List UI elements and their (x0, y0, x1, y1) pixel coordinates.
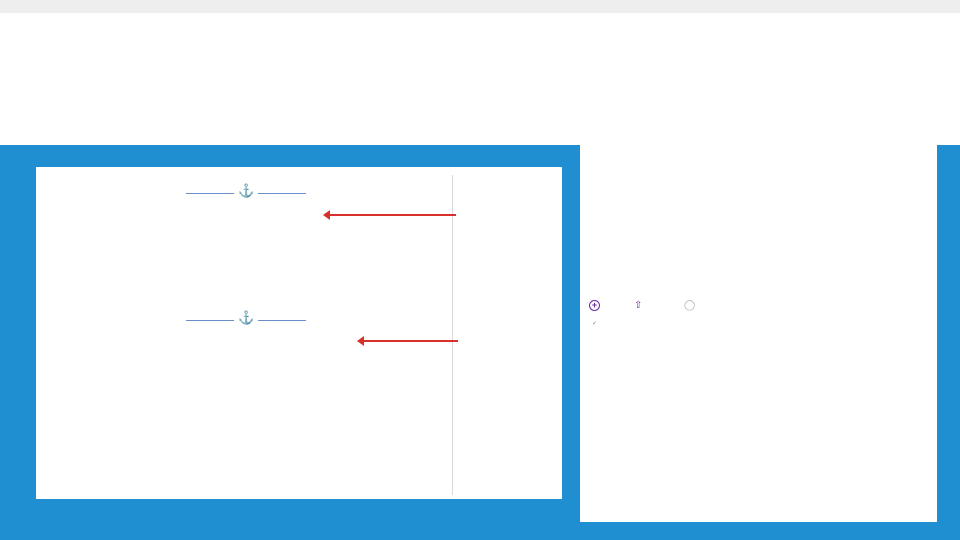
left-screenshot (36, 167, 562, 499)
annotation-arrow (328, 214, 456, 216)
plus-icon: + (589, 300, 600, 311)
top-bar (0, 0, 960, 13)
new-button[interactable] (589, 298, 603, 312)
column-divider (452, 175, 453, 495)
process-key (198, 461, 438, 467)
section-divider (186, 312, 316, 326)
section-divider (186, 185, 316, 199)
share-icon: ◯ (684, 299, 696, 311)
check-column-icon[interactable]: ✓ (592, 321, 598, 327)
right-screenshot (580, 118, 937, 522)
annotation-arrow (362, 340, 458, 342)
upload-button[interactable] (634, 298, 645, 312)
upload-icon: ⇧ (634, 299, 643, 311)
anchor-icon: ⚓ (238, 310, 255, 325)
share-button[interactable] (684, 298, 698, 312)
anchor-icon: ⚓ (238, 183, 255, 198)
